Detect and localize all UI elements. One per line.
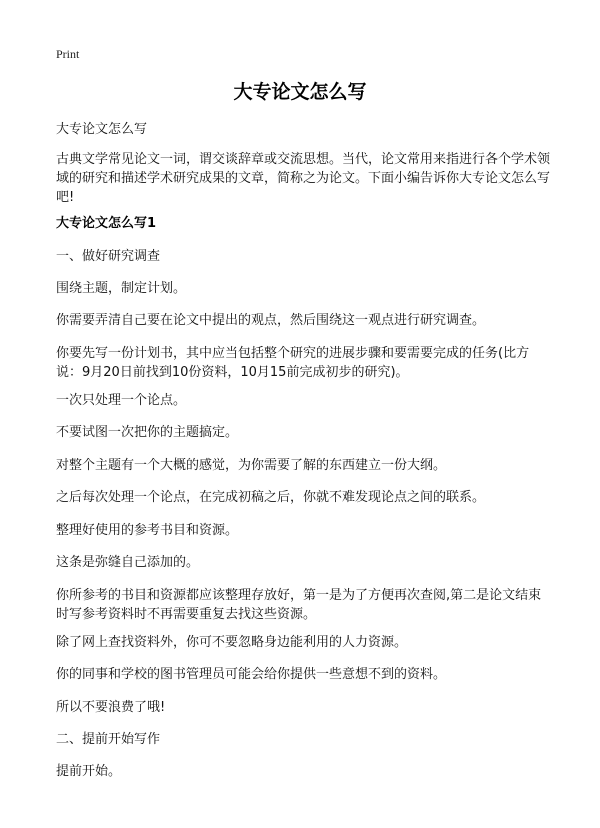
paragraph: 你要先写一份计划书，其中应当包括整个研究的进展步骤和要需要完成的任务(比方说：9月20日前找到10份资料，10月15前完成初步的研究)。: [56, 346, 530, 380]
subsection-heading: 一、做好研究调查: [56, 249, 161, 264]
paragraph: 你的同事和学校的图书管理员可能会给你提供一些意想不到的资料。: [56, 667, 447, 682]
paragraph: 所以不要浪费了哦!: [56, 700, 166, 715]
paragraph: 不要试图一次把你的主题搞定。: [56, 425, 239, 440]
paragraph: 这条是弥缝自己添加的。: [56, 555, 200, 570]
paragraph: 你需要弄清自己要在论文中提出的观点，然后围绕这一观点进行研究调查。: [56, 313, 486, 328]
paragraph: 一次只处理一个论点。: [56, 393, 187, 408]
print-link[interactable]: Print: [56, 47, 80, 61]
subtitle-paragraph: 大专论文怎么写: [56, 122, 148, 137]
intro-paragraph: 古典文学常见论文一词，谓交谈辞章或交流思想。当代，论文常用来指进行各个学术领域的研究和描述学术研究成果的文章，简称之为论文。下面小编告诉你大专论文怎么写吧!: [56, 152, 551, 205]
document-title: 大专论文怎么写: [233, 81, 367, 103]
paragraph: 提前开始。: [56, 764, 122, 779]
paragraph: 你所参考的书目和资源都应该整理存放好，第一是为了方便再次查阅,第二是论文结束时写参考资料时不再需要重复去找这些资源。: [56, 588, 542, 622]
section-heading: 大专论文怎么写1: [56, 216, 157, 231]
paragraph: 整理好使用的参考书目和资源。: [56, 523, 239, 538]
paragraph: 对整个主题有一个大概的感觉，为你需要了解的东西建立一份大纲。: [56, 458, 447, 473]
paragraph: 除了网上查找资料外，你可不要忽略身边能利用的人力资源。: [56, 635, 408, 650]
subsection-heading: 二、提前开始写作: [56, 732, 161, 747]
paragraph: 之后每次处理一个论点，在完成初稿之后，你就不难发现论点之间的联系。: [56, 490, 486, 505]
paragraph: 围绕主题，制定计划。: [56, 281, 187, 296]
